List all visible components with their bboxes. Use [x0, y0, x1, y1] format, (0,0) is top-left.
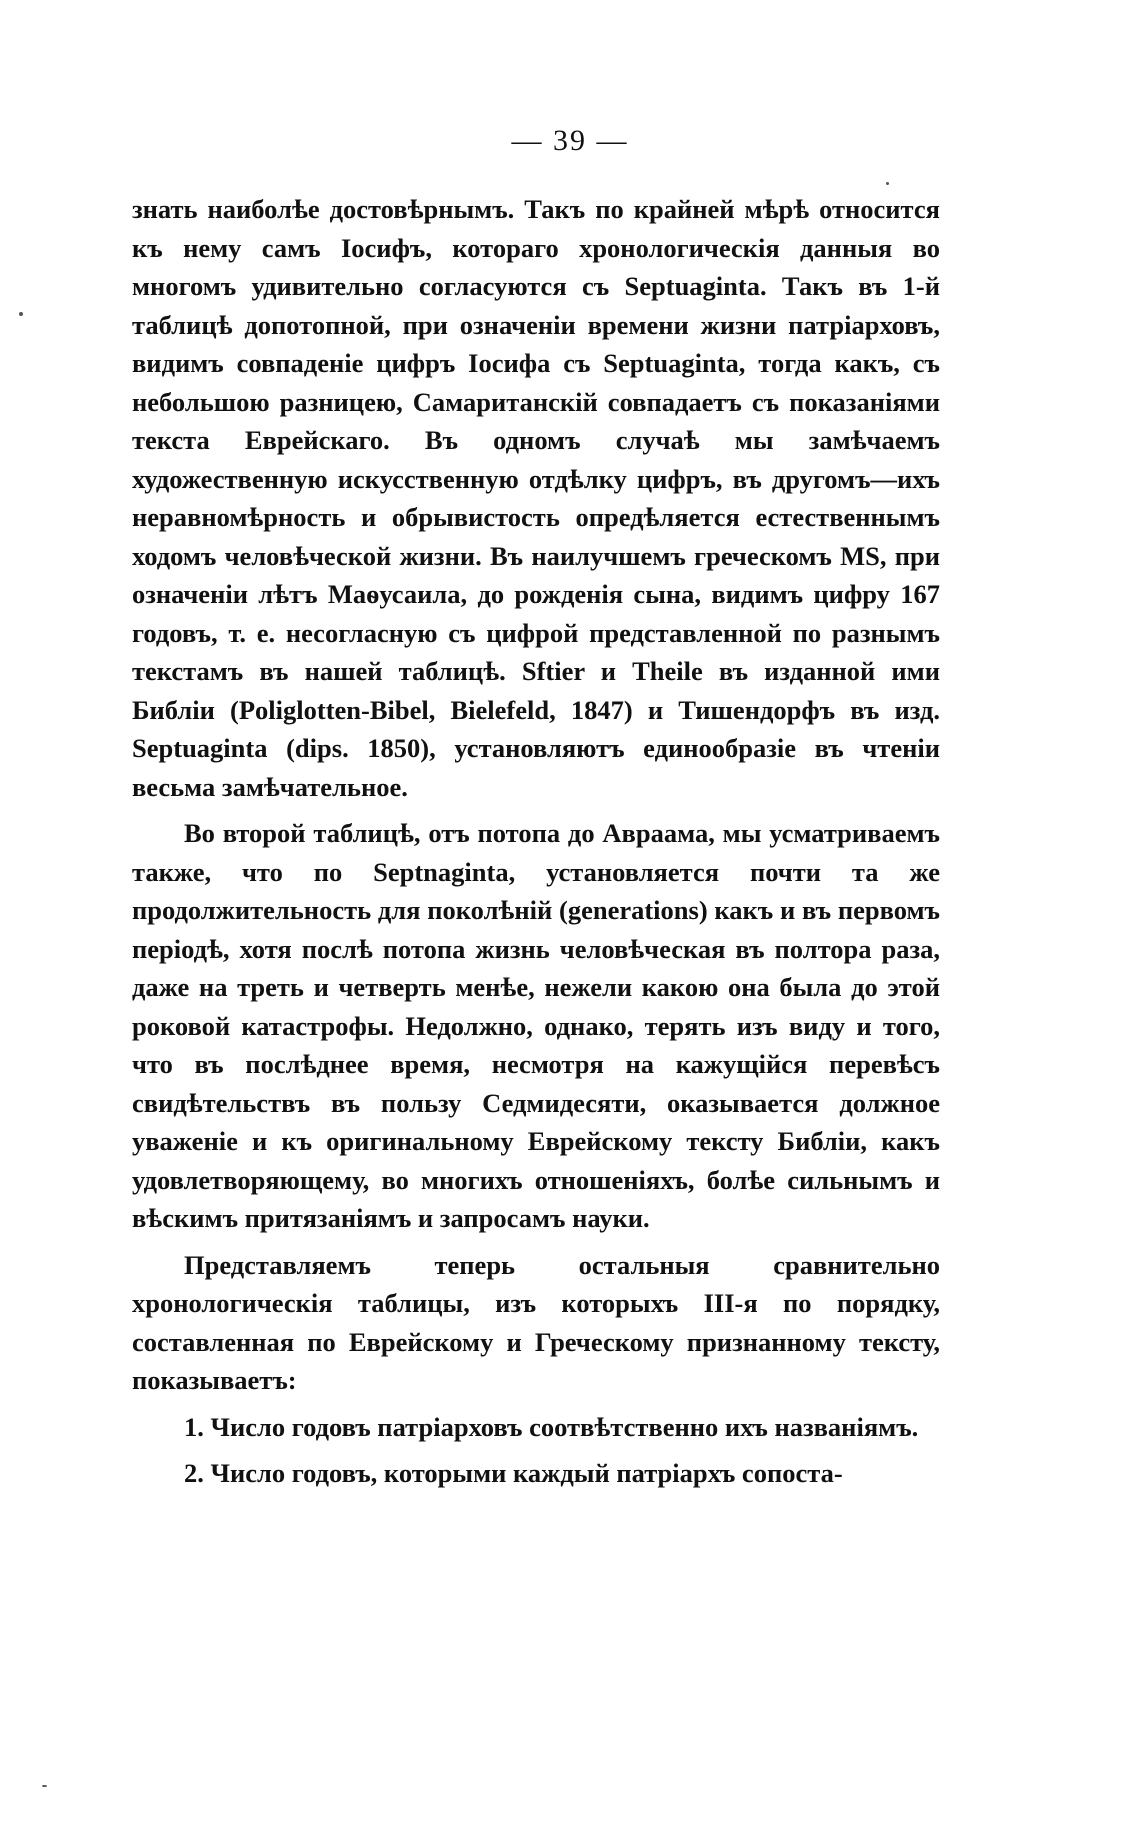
body-text: [132, 190, 940, 1493]
paragraph-3: Представляемъ теперь остальныя сравнительно хронологическія таблицы, изъ которыхъ III-я по порядку, составленная по Еврейскому и Греческому признанному тексту, показываетъ:: [132, 1249, 940, 1395]
paragraph-1: знать наиболѣе достовѣрнымъ. Такъ по крайней мѣрѣ относится къ нему самъ Іосифъ, котораго хронологическія данныя во многомъ удивительно согласуются съ Septuaginta. Такъ въ 1-й таблицѣ допотопной, при означеніи времени жизни патріарховъ, видимъ совпаденіе цифръ Іосифа съ Septuaginta, тогда какъ, съ небольшою разницею, Самаританскій совпадаетъ съ показаніями текста Еврейскаго. Въ одномъ случаѣ мы замѣчаемъ художественную искусственную отдѣлку цифръ, въ другомъ—ихъ неравномѣрность и обрывистость опредѣляется естественнымъ ходомъ человѣческой жизни. Въ наилучшемъ греческомъ MS, при означеніи лѣтъ Маѳусаила, до рожденія сына, видимъ цифру 167 годовъ, т. е. несогласную съ цифрой представленной по разнымъ текстамъ въ нашей таблицѣ. Sftier и Theile въ изданной ими Библіи (Poliglotten-Bibel, Bielefeld, 1847) и Тишендорфъ въ изд. Septuaginta (dips. 1850), установляютъ единообразіе въ чтеніи весьма замѣчательное.: [132, 194, 940, 802]
page-number: — 39 —: [511, 124, 629, 157]
list-item-2: 2. Число годовъ, которыми каждый патріархъ сопоста-: [184, 1458, 843, 1488]
scan-speck: [42, 1785, 47, 1787]
scan-speck: [886, 182, 889, 185]
paragraph-2: Во второй таблицѣ, отъ потопа до Авраама, мы усматриваемъ также, что по Septnaginta, установляется почти та же продолжительность для поколѣній (generations) какъ и въ первомъ періодѣ, хотя послѣ потопа жизнь человѣческая въ полтора раза, даже на треть и четверть менѣе, нежели какою она была до этой роковой катастрофы. Недолжно, однако, терять изъ виду и того, что въ послѣднее время, несмотря на кажущійся перевѣсъ свидѣтельствъ въ пользу Седмидесяти, оказывается должное уваженіе и къ оригинальному Еврейскому тексту Библіи, какъ удовлетворяющему, во многихъ отношеніяхъ, болѣе сильнымъ и вѣскимъ притязаніямъ и запросамъ науки.: [132, 818, 940, 1233]
scan-speck: [19, 312, 23, 316]
list-item-1: 1. Число годовъ патріарховъ соотвѣтственно ихъ названіямъ.: [184, 1411, 919, 1442]
